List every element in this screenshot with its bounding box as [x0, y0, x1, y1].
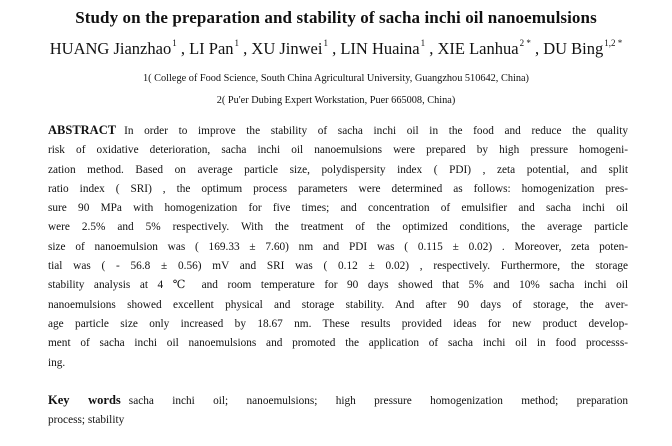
keywords: [48, 391, 628, 431]
affiliation-2: 2( Pu'er Dubing Expert Workstation, Puer 665008, China): [216, 95, 456, 106]
author: DU Bing$^{1,2 *}$: [543, 38, 623, 58]
abstract-line: ment of sacha inchi oil nanoemulsions and promoted the application of sacha inchi oil in food processs-: [48, 337, 628, 350]
keywords-line: process; stability: [48, 414, 125, 427]
abstract-line: nanoemulsions showed excellent physical and storage stability. And after 90 days of storage, the aver-: [48, 298, 628, 311]
author: HUANG Jianzhao$^1$: [49, 38, 177, 58]
abstract-line: stability analysis at 4 ℃ and room temperature for 90 days showed that 5% and 10% sacha inchi oil: [48, 279, 628, 292]
abstract-line: ing.: [48, 356, 66, 369]
author: XIE Lanhua$^{2 *}$: [437, 38, 531, 58]
abstract-line: tial was ( - 56.8 ± 0.56) mV and SRI was ( 0.12 ± 0.02) , respectively. Furthermore, the storage: [48, 260, 628, 273]
paper-title: Study on the preparation and stability of sacha inchi oil nanoemulsions: [75, 8, 597, 27]
author: LIN Huaina$^1$: [340, 38, 426, 58]
abstract: [48, 121, 628, 373]
abstract-line: risk of oxidative deterioration, sacha inchi oil nanoemulsions were prepared by high pressure homogeni-: [48, 144, 628, 157]
abstract-line: sure 90 MPa with homogenization for five times; and concentration of emulsifier and sacha inchi oil: [48, 202, 628, 215]
abstract-label: ABSTRACT: [48, 123, 117, 137]
abstract-line: were 2.5% and 5% respectively. With the treatment of the optimized conditions, the average particle: [48, 221, 628, 234]
abstract-line: zation method. Based on average particle size, polydispersity index ( PDI) , zeta potential, and split: [48, 163, 628, 176]
keywords-label: Key words: [48, 393, 121, 407]
author: LI Pan$^1$: [189, 38, 240, 58]
author: XU Jinwei$^1$: [251, 38, 328, 58]
affiliation-1: 1( College of Food Science, South China Agricultural University, Guangzhou 510642, China): [143, 73, 529, 84]
abstract-line: ratio index ( SRI) , the optimum process parameters were determined as follows: homogenization pres-: [48, 182, 628, 195]
author-list: HUANG Jianzhao$^1$ , LI Pan$^1$ , XU Jinwei$^1$ , LIN Huaina$^1$ , XIE Lanhua$^{2 *}$ , DU Bing$^{1,2 *}$: [49, 38, 623, 58]
keywords-line: Key words sacha inchi oil; nanoemulsions; high pressure homogenization method; preparation: [48, 393, 629, 407]
abstract-line: size of nanoemulsion was ( 169.33 ± 7.60) nm and PDI was ( 0.115 ± 0.02) . Moreover, zeta poten-: [48, 240, 628, 253]
abstract-line: age particle size only increased by 18.67 nm. These results provided ideas for new product develop-: [48, 317, 628, 330]
abstract-line: ABSTRACT In order to improve the stability of sacha inchi oil in the food and reduce the quality: [48, 123, 628, 137]
